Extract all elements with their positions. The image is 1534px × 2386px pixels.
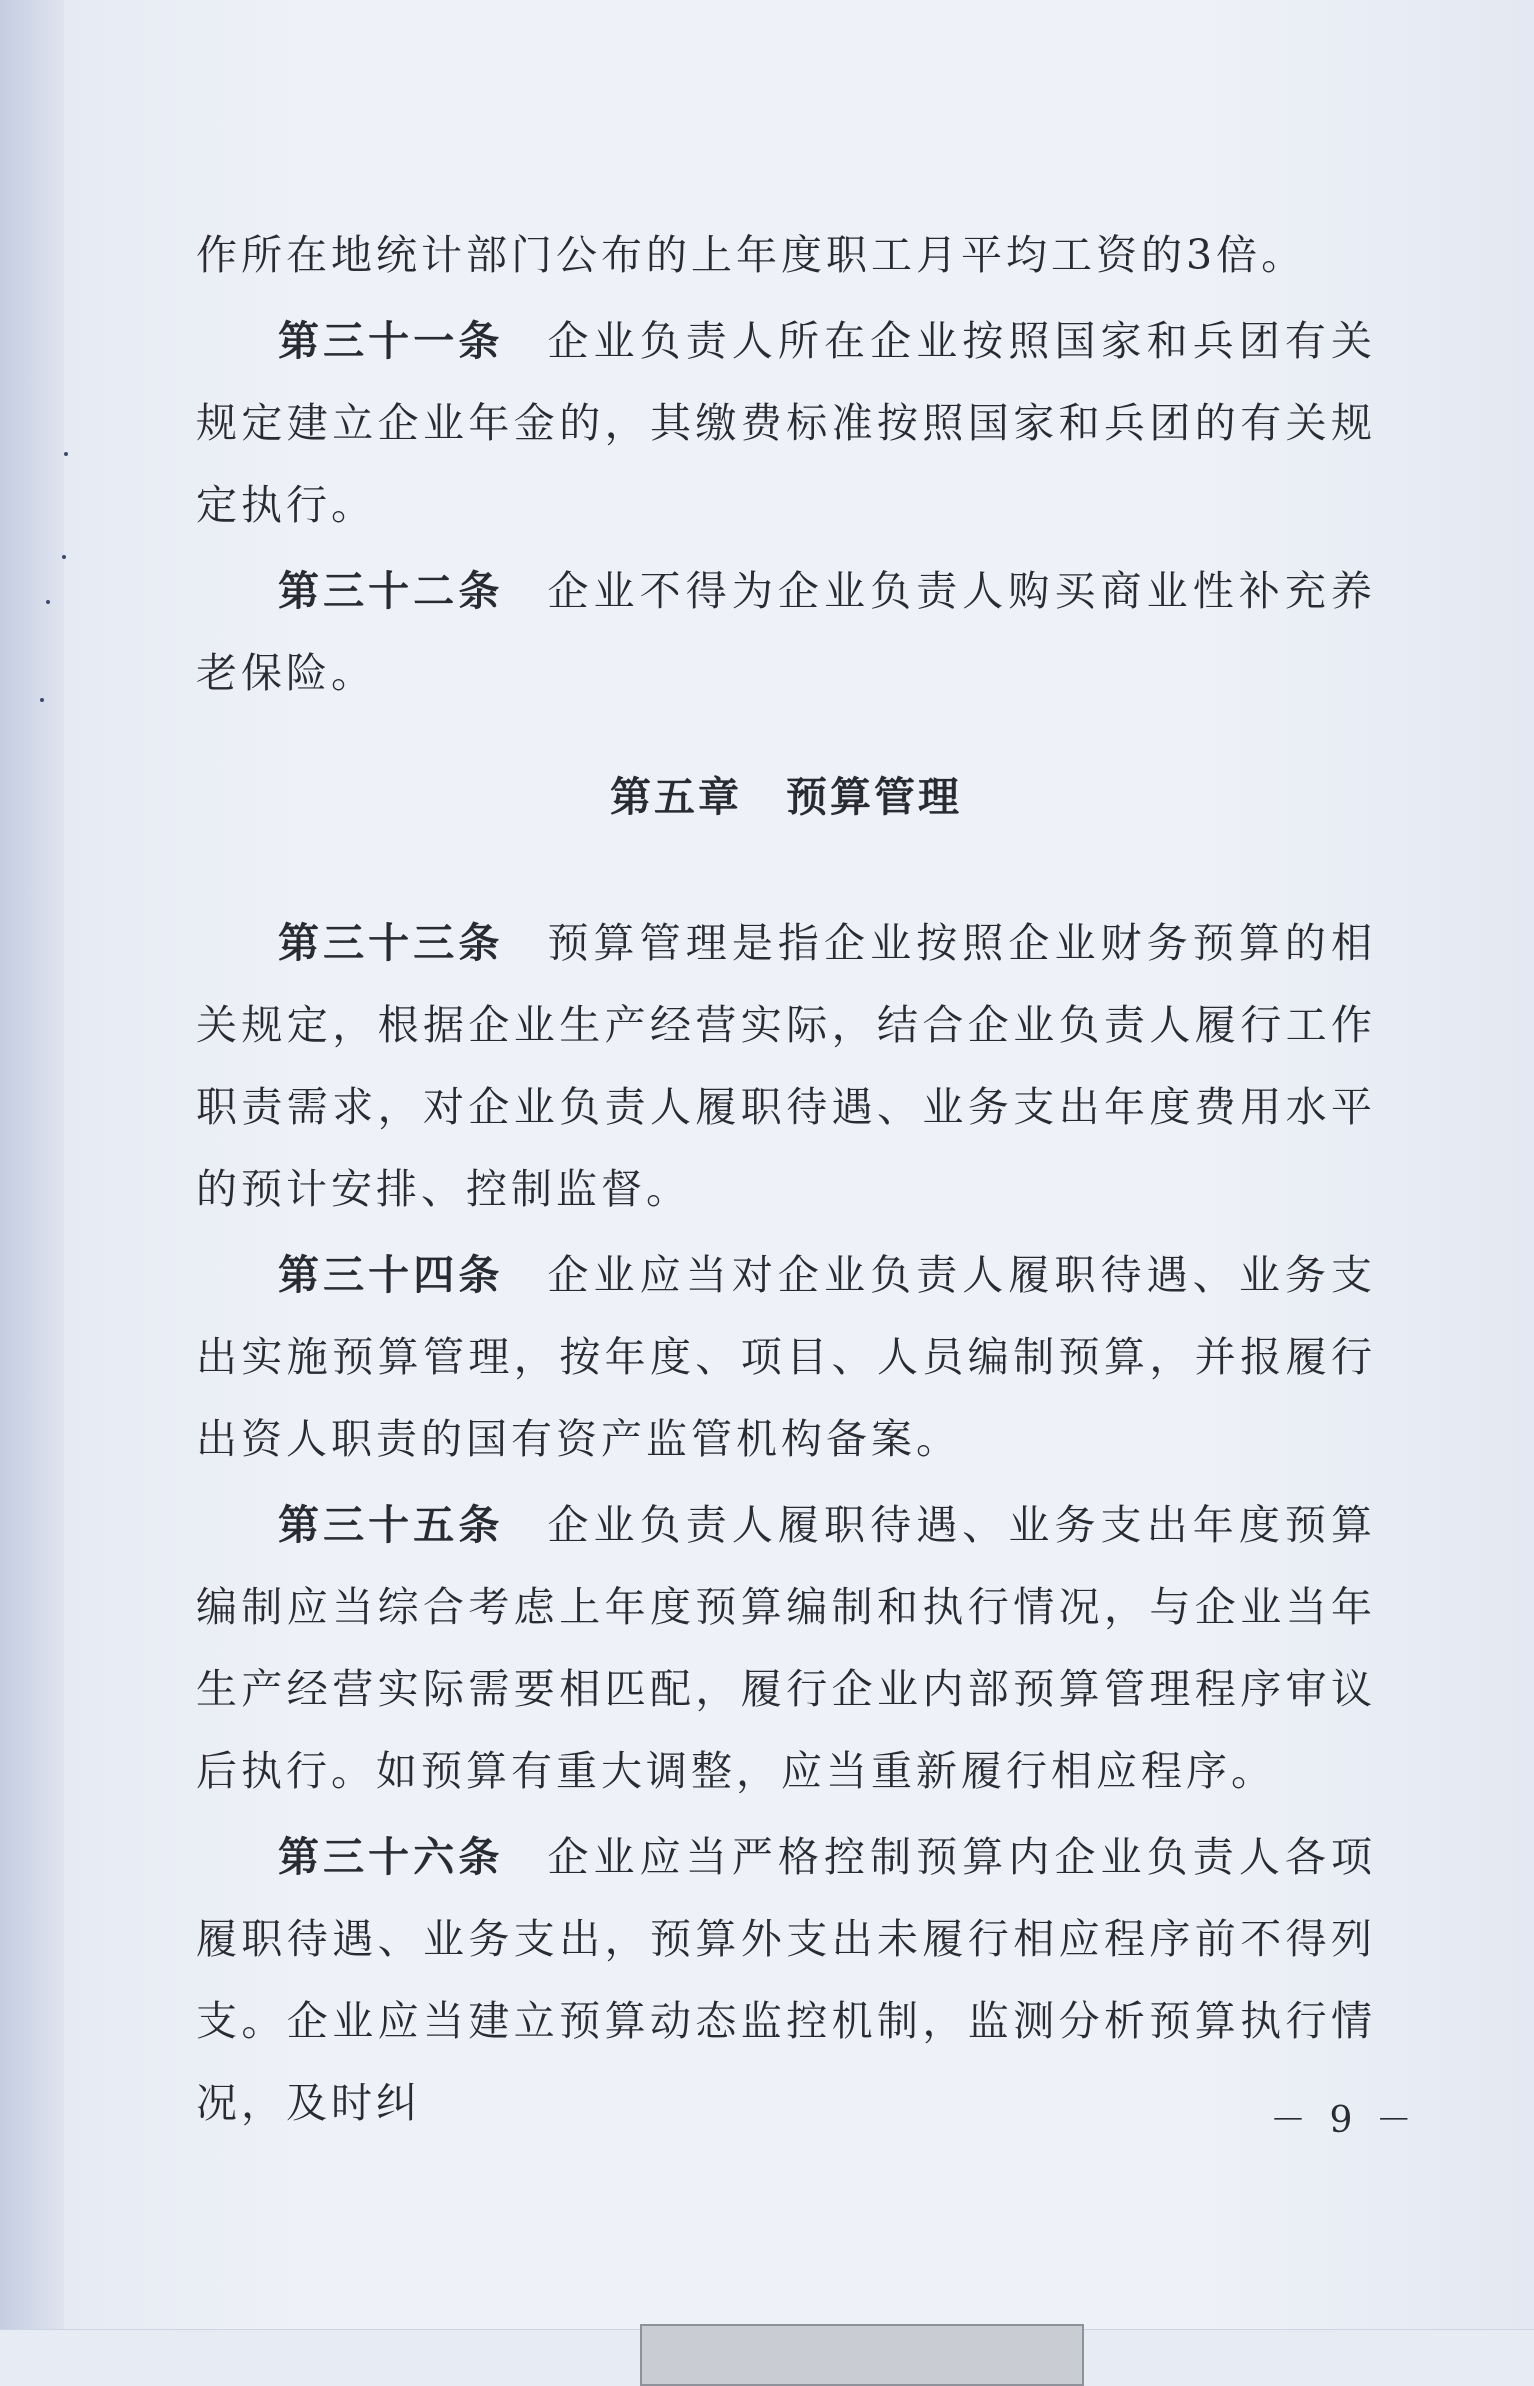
punch-mark — [62, 555, 66, 559]
article-36 — [196, 1816, 1376, 2144]
article-text: 预算管理是指企业按照企业财务预算的相关规定，根据企业生产经营实际，结合企业负责人履行工作职责需求，对企业负责人履职待遇、业务支出年度费用水平的预计安排、控制监督。 — [196, 919, 1377, 1213]
scan-artifact-block — [640, 2324, 1084, 2386]
article-label: 第三十三条 — [278, 919, 504, 967]
article-32 — [196, 550, 1376, 714]
article-text: 企业不得为企业负责人购买商业性补充养老保险。 — [196, 567, 1377, 697]
article-33 — [196, 902, 1376, 1230]
binding-edge — [0, 0, 64, 2330]
chapter-number: 第五章 — [610, 773, 742, 821]
article-label: 第三十一条 — [278, 317, 504, 365]
continuation-paragraph: 作所在地统计部门公布的上年度职工月平均工资的3倍。 — [196, 231, 1307, 279]
article-label: 第三十四条 — [278, 1251, 504, 1299]
article-label: 第三十五条 — [278, 1501, 504, 1549]
document-body — [196, 214, 1376, 2148]
article-text: 企业负责人履职待遇、业务支出年度预算编制应当综合考虑上年度预算编制和执行情况，与企业当年生产经营实际需要相匹配，履行企业内部预算管理程序审议后执行。如预算有重大调整，应当重新履行相应程序。 — [196, 1501, 1377, 1795]
article-text: 企业应当对企业负责人履职待遇、业务支出实施预算管理，按年度、项目、人员编制预算，并报履行出资人职责的国有资产监管机构备案。 — [196, 1251, 1377, 1463]
article-text: 企业应当严格控制预算内企业负责人各项履职待遇、业务支出，预算外支出未履行相应程序前不得列支。企业应当建立预算动态监控机制，监测分析预算执行情况，及时纠 — [196, 1833, 1377, 2127]
article-text: 企业负责人所在企业按照国家和兵团有关规定建立企业年金的，其缴费标准按照国家和兵团的有关规定执行。 — [196, 317, 1377, 529]
article-label: 第三十六条 — [278, 1833, 504, 1881]
punch-mark — [40, 698, 44, 702]
chapter-heading — [196, 756, 1376, 838]
punch-mark — [46, 600, 50, 604]
article-31 — [196, 300, 1376, 546]
punch-mark — [64, 452, 68, 456]
page-number: － 9 － — [1270, 2100, 1418, 2141]
chapter-title: 预算管理 — [786, 773, 962, 821]
article-label: 第三十二条 — [278, 567, 504, 615]
article-34 — [196, 1234, 1376, 1480]
article-35 — [196, 1484, 1376, 1812]
